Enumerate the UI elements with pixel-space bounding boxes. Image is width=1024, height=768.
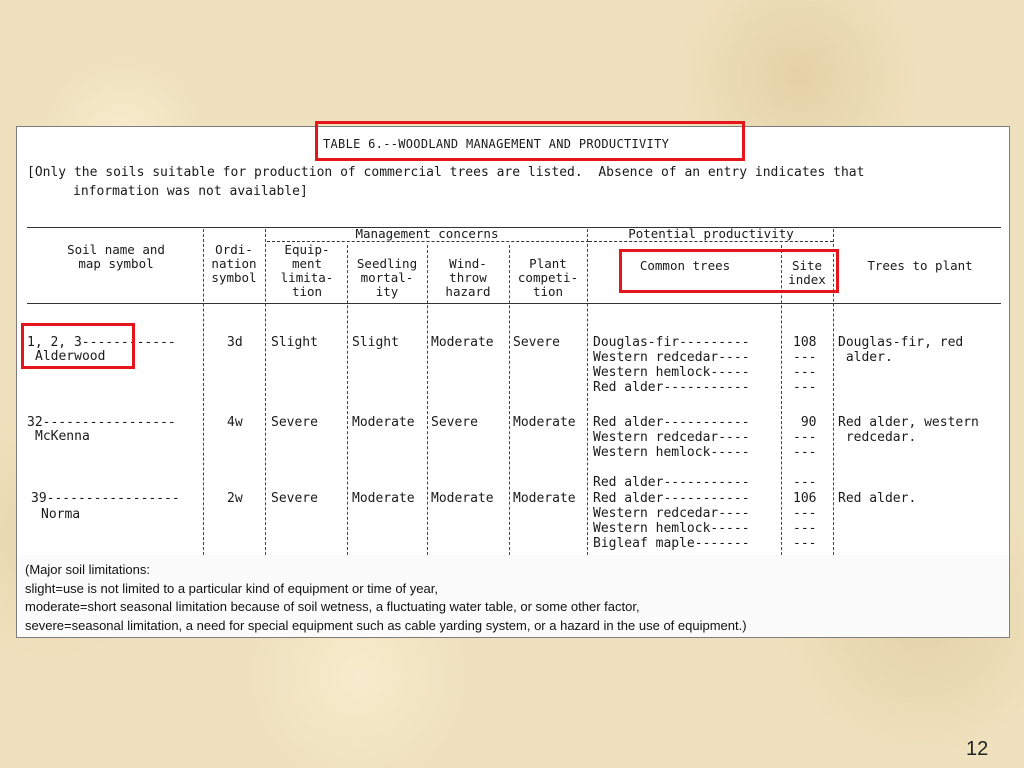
column-separator [265, 229, 266, 555]
seedling-mortality: Slight [352, 335, 399, 350]
header-potential-productivity: Potential productivity [628, 226, 794, 241]
common-trees-list: Douglas-fir--------- Western redcedar---- Western hemlock----- Red alder----------- [593, 335, 750, 395]
header-site-index: Site index [788, 258, 826, 287]
soil-map-symbol: 39----------------- [31, 491, 180, 506]
soil-limitations-notes [17, 555, 1009, 637]
windthrow-hazard: Severe [431, 415, 478, 430]
equipment-limitation: Severe [271, 491, 318, 506]
document-scan [16, 126, 1010, 638]
trees-to-plant: Red alder, western redcedar. [838, 415, 979, 445]
title-highlight-box [315, 121, 745, 161]
soil-map-symbol: 1, 2, 3------------ [27, 335, 176, 350]
common-trees-list: Red alder----------- Western redcedar---- Western hemlock----- Bigleaf maple------- [593, 491, 750, 551]
header-common-trees: Common trees [639, 258, 731, 273]
notes-line: (Major soil limitations: [25, 562, 150, 577]
windthrow-hazard: Moderate [431, 335, 494, 350]
site-index-values: 108 --- --- --- [793, 335, 817, 395]
trees-site-index-highlight-box [619, 249, 839, 293]
header-seedling: Seedling mortal- ity [356, 256, 418, 299]
plant-competition: Severe [513, 335, 560, 350]
trees-to-plant: Red alder. [838, 491, 917, 506]
ordination-symbol: 3d [227, 335, 243, 350]
soil-name: Norma [41, 507, 81, 522]
plant-competition: Moderate [513, 415, 576, 430]
equipment-limitation: Severe [271, 415, 318, 430]
ordination-symbol: 2w [227, 491, 243, 506]
header-equipment: Equip- ment limita- tion [280, 242, 334, 299]
header-soil: Soil name and map symbol [67, 242, 165, 271]
intro-line-2: information was not available] [73, 184, 308, 199]
equipment-limitation: Slight [271, 335, 318, 350]
table-title: TABLE 6.--WOODLAND MANAGEMENT AND PRODUCTIVITY [323, 137, 670, 151]
header-windthrow: Wind- throw hazard [445, 256, 491, 299]
productivity-group-rule [589, 241, 833, 242]
intro-line-1: [Only the soils suitable for production of commercial trees are listed. Absence of an entry indicates that [27, 165, 865, 180]
common-trees-list: Red alder----------- Western redcedar---- Western hemlock----- Red alder----------- [593, 415, 750, 490]
plant-competition: Moderate [513, 491, 576, 506]
soil-name: Alderwood [35, 349, 106, 364]
trees-to-plant: Douglas-fir, red alder. [838, 335, 964, 365]
seedling-mortality: Moderate [352, 415, 415, 430]
header-trees-to-plant: Trees to plant [867, 258, 973, 273]
header-management-concerns: Management concerns [355, 226, 499, 241]
soil-name: McKenna [35, 429, 90, 444]
site-index-values: 90 --- --- --- [793, 415, 817, 490]
slide-page-number: 12 [966, 738, 989, 760]
column-separator [587, 229, 588, 555]
notes-line: moderate=short seasonal limitation because of soil wetness, a fluctuating water table, or some other factor, [25, 599, 640, 614]
soil-map-symbol: 32----------------- [27, 415, 176, 430]
header-ordination: Ordi- nation symbol [211, 242, 257, 285]
notes-line: severe=seasonal limitation, a need for special equipment such as cable yarding system, or a hazard in the use of equipment.) [25, 617, 747, 633]
notes-line: slight=use is not limited to a particular kind of equipment or time of year, [25, 580, 438, 596]
site-index-values: 106 --- --- --- [793, 491, 817, 551]
table-intro [27, 163, 864, 201]
ordination-symbol: 4w [227, 415, 243, 430]
header-competition: Plant competi- tion [517, 256, 579, 299]
alderwood-highlight-box [21, 323, 135, 369]
header-bottom-rule [27, 303, 1001, 304]
seedling-mortality: Moderate [352, 491, 415, 506]
windthrow-hazard: Moderate [431, 491, 494, 506]
